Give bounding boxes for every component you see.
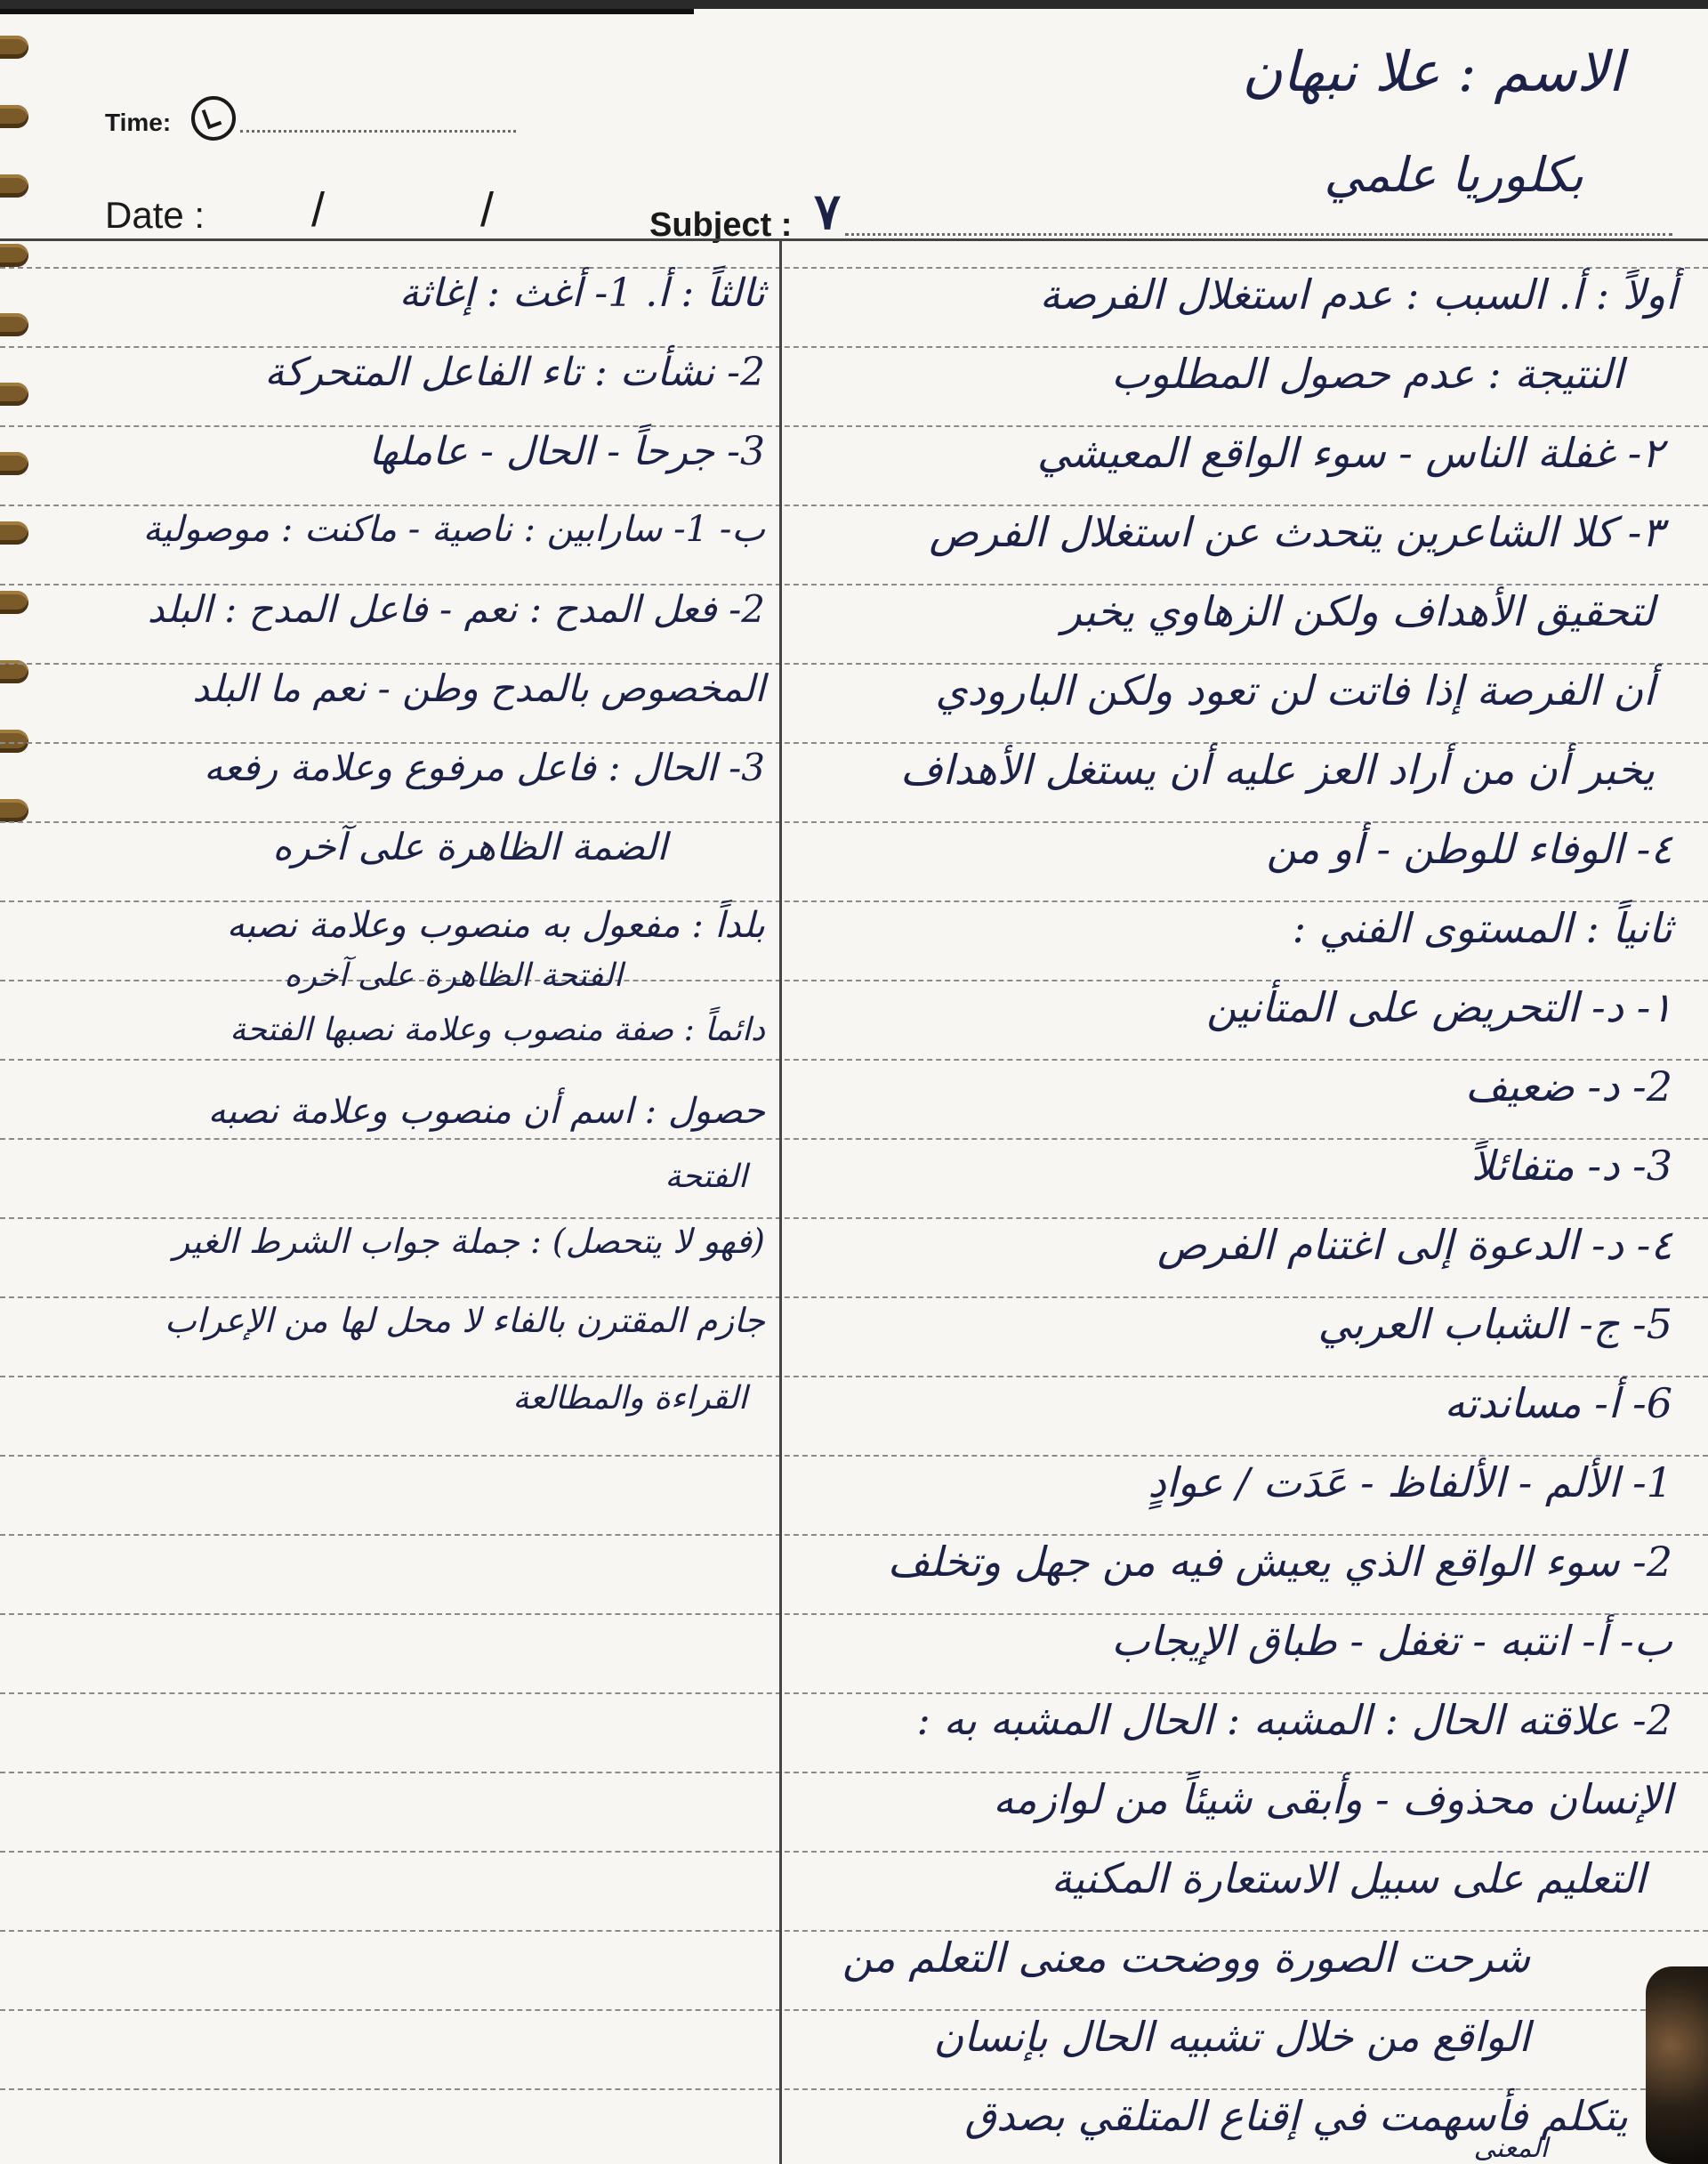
answer-line: 2- نشأت : تاء الفاعل المتحركة: [264, 350, 765, 395]
ruled-line: [0, 267, 1708, 269]
subject-label: Subject :: [649, 206, 793, 244]
answer-line: أولاً : أ. السبب : عدم استغلال الفرصة: [1039, 270, 1677, 319]
answer-line: ثالثاً : أ. 1- أغث : إغاثة: [399, 270, 765, 316]
ruled-line: [0, 1692, 1708, 1694]
ruled-line: [0, 2009, 1708, 2011]
answer-line: المخصوص بالمدح وطن - نعم ما البلد: [192, 666, 765, 710]
date-slash: /: [480, 183, 495, 237]
answer-line: الواقع من خلال تشبيه الحال بإنسان: [933, 2013, 1530, 2061]
answer-line: القراءة والمطالعة: [512, 1380, 747, 1417]
date-label: Date :: [105, 194, 205, 236]
answer-line: الفتحة الظاهرة على آخره: [284, 957, 623, 994]
photo-edge-object: [1646, 1966, 1708, 2164]
notebook-top-shadow: [0, 9, 694, 14]
ruled-line: [0, 742, 1708, 744]
binding-ring: [0, 313, 28, 336]
answer-line: التعليم على سبيل الاستعارة المكنية: [1051, 1854, 1646, 1902]
binding-ring: [0, 452, 28, 475]
student-name: الاسم : علا نبهان: [1242, 39, 1623, 104]
student-class: بكلوريا علمي: [1324, 147, 1583, 203]
answer-line: ٤- د- الدعوة إلى اغتنام الفرص: [1157, 1221, 1672, 1269]
header-divider: [0, 238, 1708, 241]
binding-ring: [0, 799, 28, 822]
ruled-line: [0, 2088, 1708, 2090]
ruled-line: [0, 425, 1708, 427]
answer-line: حصول : اسم أن منصوب وعلامة نصبه: [207, 1091, 765, 1132]
column-divider: [779, 240, 782, 2164]
answer-line: ٢- غفلة الناس - سوء الواقع المعيشي: [1036, 429, 1664, 477]
ruled-line: [0, 1217, 1708, 1219]
binding-ring: [0, 591, 28, 614]
section-heading: ثانياً : المستوى الفني :: [1292, 904, 1672, 952]
answer-line: 5- ج- الشباب العربي: [1317, 1300, 1672, 1348]
answer-line: يخبر أن من أراد العز عليه أن يستغل الأهداف: [900, 746, 1655, 794]
answer-line: دائماً : صفة منصوب وعلامة نصبها الفتحة: [230, 1012, 765, 1048]
ruled-line: [0, 663, 1708, 665]
binding-ring: [0, 105, 28, 128]
answer-line: (فهو لا يتحصل) : جملة جواب الشرط الغير: [173, 1222, 765, 1261]
binding-ring: [0, 383, 28, 406]
binding-ring: [0, 244, 28, 267]
answer-line: ب- أ- انتبه - تغفل - طباق الإيجاب: [1111, 1617, 1672, 1665]
time-label: Time:: [105, 109, 172, 136]
ruled-line: [0, 1059, 1708, 1061]
ruled-line: [0, 1613, 1708, 1615]
answer-line: 2- سوء الواقع الذي يعيش فيه من جهل وتخلف: [887, 1538, 1672, 1586]
answer-line: 3- جرحاً - الحال - عاملها: [368, 429, 765, 474]
answer-line: ١- د- التحريض على المتأنين: [1206, 983, 1672, 1031]
answer-line: جازم المقترن بالفاء لا محل لها من الإعراب: [164, 1301, 765, 1340]
ruled-line: [0, 1455, 1708, 1457]
answer-line: النتيجة : عدم حصول المطلوب: [1111, 350, 1623, 398]
answer-line: ب- 1- سارابين : ناصية - ماكنت : موصولية: [142, 509, 765, 550]
subject-dotted-line: [845, 233, 1672, 236]
ruled-line: [0, 980, 1708, 981]
answer-line: لتحقيق الأهداف ولكن الزهاوي يخبر: [1061, 587, 1655, 635]
ruled-line: [0, 346, 1708, 348]
ruled-line: [0, 1930, 1708, 1932]
ruled-line: [0, 584, 1708, 585]
subject-value: ٧: [814, 182, 842, 241]
answer-line: 3- الحال : فاعل مرفوع وعلامة رفعه: [204, 746, 765, 789]
date-slash: /: [311, 183, 326, 237]
answer-line: 3- د- متفائلاً: [1470, 1142, 1672, 1190]
binding-ring: [0, 174, 28, 198]
answer-line: الضمة الظاهرة على آخره: [272, 825, 667, 868]
ruled-line: [0, 1376, 1708, 1377]
time-dotted-line: [240, 130, 516, 133]
answer-line: المعنى: [1473, 2133, 1548, 2164]
answer-line: 2- علاقته الحال : المشبه : الحال المشبه به :: [916, 1696, 1672, 1744]
answer-line: ٣- كلا الشاعرين يتحدث عن استغلال الفرص: [929, 508, 1664, 556]
notebook-top-edge: [0, 0, 1708, 9]
answer-line: الإنسان محذوف - وأبقى شيئاً من لوازمه: [993, 1775, 1672, 1823]
ruled-line: [0, 1534, 1708, 1536]
answer-line: 6- أ- مساندته: [1444, 1379, 1672, 1427]
answer-line: 2- فعل المدح : نعم - فاعل المدح : البلد: [147, 587, 765, 631]
clock-icon: [191, 96, 236, 141]
ruled-line: [0, 900, 1708, 902]
answer-line-struck: ٤- الوفاء للوطن - أو من: [1266, 825, 1672, 873]
spiral-binding: [0, 36, 36, 872]
answer-line: أن الفرصة إذا فاتت لن تعود ولكن البارودي: [935, 666, 1655, 715]
ruled-line: [0, 821, 1708, 823]
answer-line: يتكلم فأسهمت في إقناع المتلقي بصدق: [964, 2092, 1628, 2140]
answer-line: شرحت الصورة ووضحت معنى التعلم من: [842, 1934, 1530, 1982]
binding-ring: [0, 521, 28, 545]
answer-line: الفتحة: [665, 1159, 747, 1195]
answer-line: 2- د- ضعيف: [1465, 1062, 1672, 1110]
ruled-line: [0, 1772, 1708, 1773]
ruled-line: [0, 1851, 1708, 1853]
ruled-line: [0, 1138, 1708, 1140]
ruled-line: [0, 1296, 1708, 1298]
binding-ring: [0, 730, 28, 753]
answer-line: بلداً : مفعول به منصوب وعلامة نصبه: [226, 905, 765, 946]
answer-line: 1- الألم - الألفاظ - عَدَت / عوادٍ: [1148, 1458, 1672, 1506]
ruled-line: [0, 505, 1708, 506]
binding-ring: [0, 36, 28, 59]
